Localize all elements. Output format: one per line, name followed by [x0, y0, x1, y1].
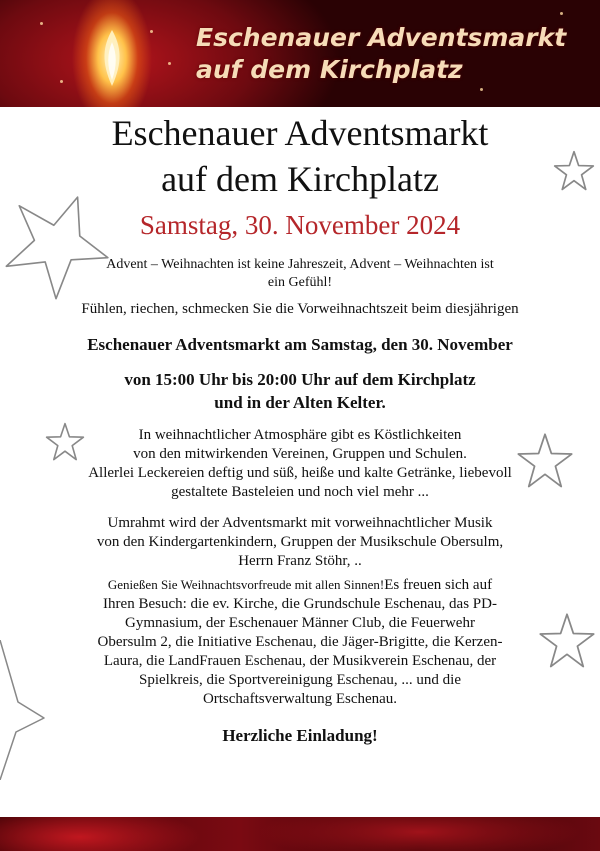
bottom-banner	[0, 817, 600, 851]
candle-icon	[97, 28, 127, 88]
text-line: Es freuen sich auf	[384, 577, 493, 593]
event-heading: Eschenauer Adventsmarkt am Samstag, den 30. November	[87, 335, 513, 354]
text-line: Gymnasium, der Eschenauer Männer Club, die Feuerwehr	[125, 615, 475, 631]
banner-title	[196, 22, 566, 86]
sparkle-decoration	[168, 62, 171, 65]
text-line: Ihren Besuch: die ev. Kirche, die Grundschule Eschenau, das PD-	[103, 596, 497, 612]
banner-title-line: Eschenauer Adventsmarkt	[196, 23, 567, 52]
banner-title-line: auf dem Kirchplatz	[196, 55, 463, 84]
text-line: von den Kindergartenkindern, Gruppen der Musikschule Obersulm,	[96, 534, 504, 550]
text-line: Spielkreis, die Sportvereinigung Eschenau, ... und die	[138, 672, 462, 688]
text-line: In weihnachtlicher Atmosphäre gibt es Köstlichkeiten	[138, 427, 462, 443]
sparkle-decoration	[480, 88, 483, 91]
text-line: Ortschaftsverwaltung Eschenau.	[202, 691, 398, 707]
top-banner	[0, 0, 600, 107]
sparkle-decoration	[560, 12, 563, 15]
sparkle-decoration	[150, 30, 153, 33]
text-line: und in der Alten Kelter.	[214, 393, 386, 412]
event-time	[40, 368, 560, 414]
text-line: Advent – Weihnachten ist keine Jahreszeit, Advent – Weihnachten ist	[106, 257, 494, 272]
sparkle-decoration	[40, 22, 43, 25]
text-line: von den mitwirkenden Vereinen, Gruppen und Schulen.	[133, 446, 467, 462]
text-line: Obersulm 2, die Initiative Eschenau, die Jäger-Brigitte, die Kerzen-	[97, 634, 503, 650]
text-line: Laura, die LandFrauen Eschenau, der Musikverein Eschenau, der	[103, 653, 497, 669]
text-line: Herrn Franz Stöhr, ..	[238, 553, 362, 569]
music-paragraph	[40, 514, 560, 571]
page-title-line: auf dem Kirchplatz	[161, 159, 439, 199]
page-title-line: Eschenauer Adventsmarkt	[111, 113, 489, 153]
text-line: gestaltete Basteleien und noch viel mehr ...	[171, 484, 429, 500]
page-title	[40, 110, 560, 202]
feel-text: Fühlen, riechen, schmecken Sie die Vorweihnachtszeit beim diesjährigen	[81, 301, 519, 317]
text-line: ein Gefühl!	[267, 275, 333, 290]
participants-paragraph	[40, 575, 560, 709]
food-paragraph	[40, 426, 560, 502]
closing-text: Herzliche Einladung!	[222, 726, 378, 745]
flyer-content	[40, 110, 560, 747]
intro-text	[40, 256, 560, 292]
event-date: Samstag, 30. November 2024	[139, 210, 461, 240]
sparkle-decoration	[60, 80, 63, 83]
text-line: Genießen Sie Weihnachtsvorfreude mit allen Sinnen!	[107, 577, 385, 592]
text-line: von 15:00 Uhr bis 20:00 Uhr auf dem Kirchplatz	[124, 370, 476, 389]
text-line: Umrahmt wird der Adventsmarkt mit vorweihnachtlicher Musik	[107, 515, 493, 531]
text-line: Allerlei Leckereien deftig und süß, heiße und kalte Getränke, liebevoll	[88, 465, 512, 481]
